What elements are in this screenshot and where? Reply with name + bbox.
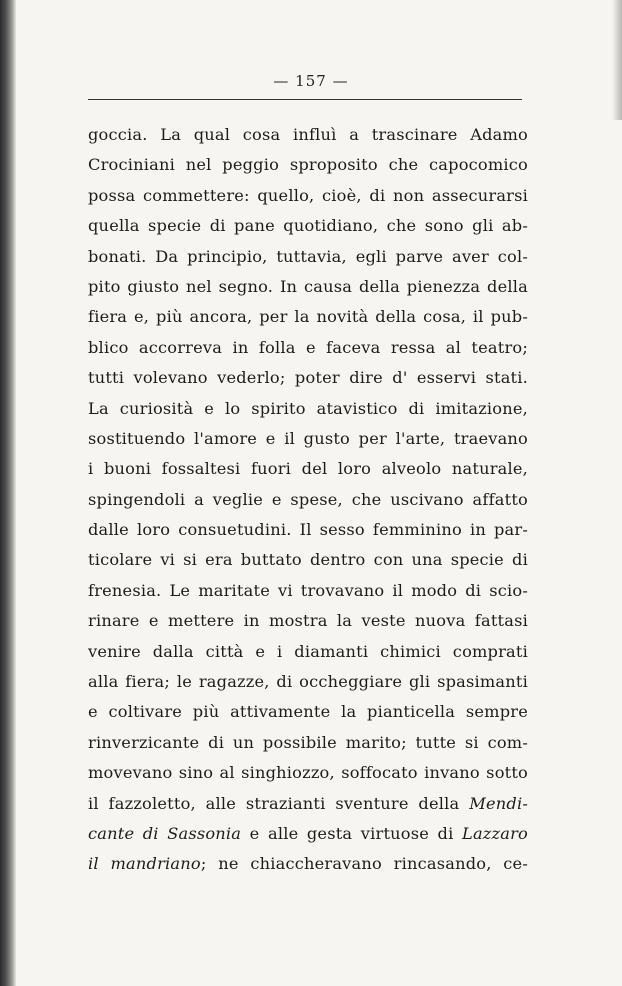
text-line: La curiosità e lo spirito atavistico di imitazione, — [88, 398, 528, 418]
body-text — [88, 120, 528, 880]
italic-title-sassonia: cante di Sassonia — [88, 823, 242, 843]
text-line: possa commettere: quello, cioè, di non assecurarsi — [88, 185, 528, 205]
text-fragment: il fazzoletto, alle strazianti sventure della — [88, 793, 460, 813]
text-line: alla fiera; le ragazze, di occheggiare gli spasimanti — [88, 672, 528, 692]
text-line: quella specie di pane quotidiano, che sono gli ab- — [88, 216, 528, 236]
text-line: frenesia. Le maritate vi trovavano il modo di scio- — [88, 580, 528, 600]
text-line: ticolare vi si era buttato dentro con una specie di — [88, 550, 528, 570]
text-line: Crociniani nel peggio sproposito che capocomico — [88, 155, 528, 175]
text-line: e coltivare più attivamente la pianticella sempre — [88, 702, 528, 722]
text-line: pito giusto nel segno. In causa della pienezza della — [88, 276, 528, 296]
text-line: movevano sino al singhiozzo, soffocato invano sotto — [88, 763, 528, 783]
italic-title-mandriano: il mandriano — [88, 854, 201, 874]
header-rule — [88, 99, 522, 100]
text-fragment: e alle gesta virtuose di — [241, 823, 462, 843]
text-line-with-italic — [88, 849, 528, 879]
text-line: goccia. La qual cosa influì a trascinare Adamo — [88, 125, 528, 144]
text-line: tutti volevano vederlo; poter dire d' esservi stati. — [88, 368, 528, 388]
italic-title-mendi: Mendi- — [469, 793, 528, 813]
text-line: fiera e, più ancora, per la novità della cosa, il pub- — [88, 307, 528, 327]
text-line: spingendoli a veglie e spese, che uscivano affatto — [88, 489, 528, 509]
text-line: i buoni fossaltesi fuori del loro alveolo naturale, — [88, 459, 528, 479]
text-line: bonati. Da principio, tuttavia, egli parve aver col- — [88, 246, 528, 266]
text-line: rinare e mettere in mostra la veste nuova fattasi — [88, 611, 528, 631]
text-line-with-italic — [88, 789, 528, 819]
text-line: dalle loro consuetudini. Il sesso femminino in par- — [88, 520, 528, 540]
text-line: venire dalla città e i diamanti chimici comprati — [88, 641, 528, 661]
text-fragment: ; ne chiaccheravano rincasando, ce- — [200, 854, 528, 874]
italic-title-lazzaro: Lazzaro — [462, 823, 528, 843]
text-line: blico accorreva in folla e faceva ressa al teatro; — [88, 337, 528, 357]
page-edge-shadow — [612, 0, 622, 120]
book-spine-shadow — [0, 0, 16, 986]
text-line-with-italic — [88, 819, 528, 849]
text-line: rinverzicante di un possibile marito; tutte si com- — [88, 732, 528, 752]
page-number: — 157 — — [273, 72, 349, 90]
text-line: sostituendo l'amore e il gusto per l'arte, traevano — [88, 428, 528, 448]
